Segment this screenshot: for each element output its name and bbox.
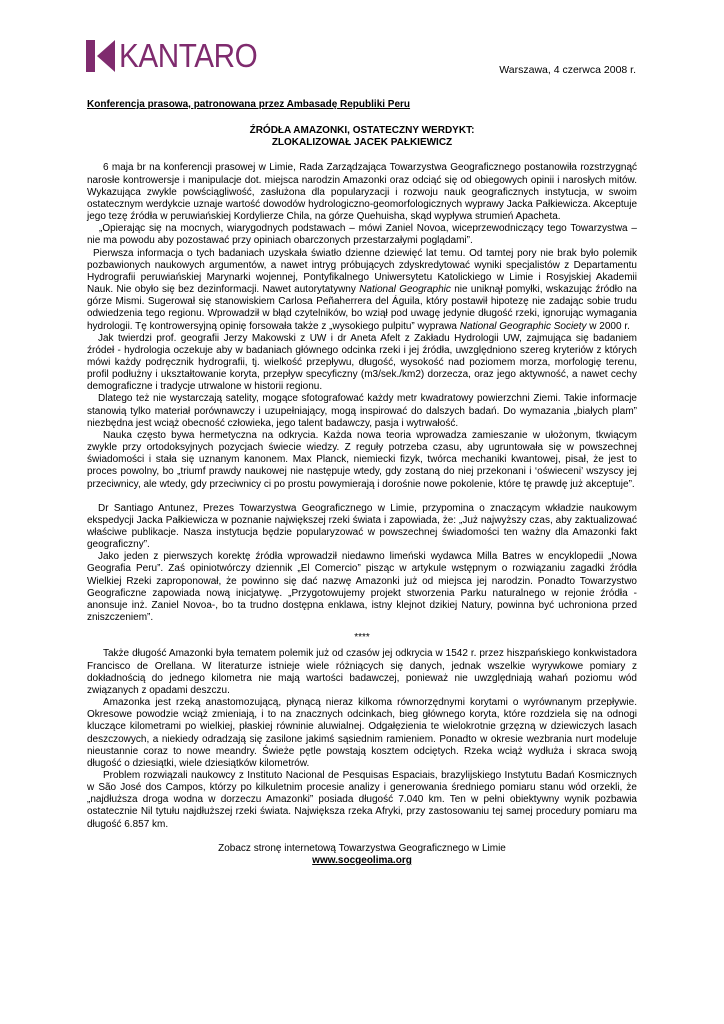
spacer bbox=[87, 491, 637, 503]
kantaro-k-mark-icon bbox=[86, 40, 116, 72]
paragraph-2: „Opierając się na mocnych, wiarygodnych podstawach – mówi Zaniel Novoa, wiceprzewodniczący tego Towarzystwa – nie ma powodu aby pozostawać przy opiniach obarczonych przestarzałymi poglądami”. bbox=[87, 223, 637, 247]
paragraph-7: Dr Santiago Antunez, Prezes Towarzystwa Geograficznego w Limie, przypomina o znaczącym wkładzie naukowym ekspedycji Jacka Pałkiewicza w poznanie największej rzeki świata i zapowiada, że: „Już najwyższy czas, aby zaktualizować właściwe publikacje. Nasza instytucja będzie popularyzować w powszechnej świadomości ten ważny dla Amazonki fakt geograficzny”. bbox=[87, 502, 637, 551]
paragraph-3-text-a: Pierwsza informacja o tych badaniach uzyskała światło dzienne dziewięć lat temu. Od tamtej pory nie brak było polemik pozbawionych naukowych argumentów, a nawet intryg próbujących zdyskredytować wyniki specjalistów z Departamentu Hydrografii peruwiańskiej Marynarki wojennej, Pontyfikalnego Uniwersytetu Katolickiego w Limie i Rosyjskiej Akademii Nauk. Nie obyło się bez dezinformacji. Nawet autorytatywny bbox=[87, 247, 637, 296]
paragraph-6: Nauka często bywa hermetyczna na odkrycia. Każda nowa teoria wprowadza zamieszanie w ułożonym, tkwiącym zwykle przy ortodoksyjnych pozycjach świecie wiedzy. Z reguły potrzeba czasu, aby ugruntowała się w powszechnej świadomości i stała się uznanym kanonem. Max Planck, niemiecki fizyk, twórca mechaniki kwantowej, pisał, że jest to proces powolny, bo „triumf prawdy naukowej nie następuje wtedy, gdy zostaną do niej przekonani i ‘oświeceni’ wszyscy jej przeciwnicy, ale wtedy, gdy przeciwnicy ci po prostu powymierają i dorośnie nowe pokolenie, które tę prawdę już akceptuje”. bbox=[87, 429, 637, 490]
paragraph-4: Jak twierdzi prof. geografii Jerzy Makowski z UW i dr Aneta Afelt z Zakładu Hydrologii UW, zajmująca się badaniem źródeł - hydrologia oczekuje aby w badaniach głównego odcinka rzeki i jej źródła, uwzględniono szereg kryteriów z których mówi każdy podręcznik hydrografii, tj. wielkość przepływu, długość, wysokość nad poziomem morza, morfologię terenu, profil podłużny i ukształtowanie koryta, przepływ specyficzny (m3/sek./km2) dorzecza, oraz jego aktywność, a nawet cechy demograficzne i tradycje utrwalone w historii regionu. bbox=[87, 332, 637, 393]
footer-text: Zobacz stronę internetową Towarzystwa Geograficznego w Limie bbox=[218, 842, 506, 854]
document-subtitle: Konferencja prasowa, patronowana przez Ambasadę Republiki Peru bbox=[87, 99, 411, 110]
paragraph-10: Amazonka jest rzeką anastomozującą, płynącą nieraz kilkoma równorzędnymi korytami o wyrównanym przepływie. Okresowe powodzie wciąż zmieniają, i to na znacznych odcinkach, bieg głównego koryta, które rozdziela się na odnogi kluczące kilometrami po wielkiej, płaskiej równinie aluwialnej. Odgałęzienia te wielokrotnie grzęzną w dziewiczych lasach deszczowych, a niekiedy odradzają się zasilone jakimś sąsiednim ramieniem. Ponadto w okresie wezbrania nurt modeluje nieustannie coraz to nowe meandry. Świeże pętle powstają kosztem odciętych. Rzeka wciąż wydłuża i skraca swoją długość o dziesiątki, wiele dziesiątków kilometrów. bbox=[87, 697, 637, 769]
paragraph-1: 6 maja br na konferencji prasowej w Limie, Rada Zarządzająca Towarzystwa Geograficznego postanowiła rozstrzygnąć narosłe kontrowersje i manipulacje dot. miejsca narodzin Amazonki oraz odciąć się od obiegowych opinii i narosłych mitów. Wykazująca zwykle powściągliwość, zasłużona dla popularyzacji i rozwoju nauk geograficznych instytucja, w swoim ostatecznym werdykcie uznaje wartość dowodów hydrologiczno-geomorfologicznych wyprawy Jacka Pałkiewicza. Akceptuje jego tezę źródła w peruwiańskiej Kordylierze Chila, na górze Quehuisha, skąd wypływa strumień Apacheta. bbox=[87, 162, 637, 223]
document-title bbox=[87, 125, 637, 149]
paragraph-11: Problem rozwiązali naukowcy z Instituto Nacional de Pesquisas Espaciais, brazylijskiego Instytutu Badań Kosmicznych w São José dos Campos, którzy po kilkuletnim procesie analizy i generowania średniego pomiaru stanu wód orzekli, że „najdłuższa droga wodna w dorzeczu Amazonki” posiada długość 7.040 km. Ten w pełni obiektywny wynik pozbawia ostatecznie Nil tytułu najdłuższej rzeki świata. Największa rzeka Afryki, przy zastosowaniu tej samej procedury pomiaru ma długość 6.857 km. bbox=[87, 769, 637, 830]
logo-text: KANTARO bbox=[119, 37, 258, 74]
footer-link[interactable]: www.socgeolima.org bbox=[312, 854, 412, 866]
paragraph-8: Jako jeden z pierwszych korektę źródła wprowadził niedawno limeński wydawca Milla Batres w encyklopedii „Nowa Geografia Peru”. Zaś opiniotwórczy dziennik „El Comercio” pisząc w artykule wstępnym o rozwiązaniu zagadki źródła Wielkiej Rzeki zaproponował, że powinno się dać nazwę Amazonki już od miejsca jej narodzin. Ponadto Towarzystwo Geograficzne zapowiada nową inicjatywę. „Przygotowujemy projekt stworzenia Parku naturalnego w rejonie źródła - anonsuje inż. Zaniel Novoa-, bo ta trudno dostępna enklawa, istny klejnot dzikiej Natury, powinna być uchroniona przed zniszczeniem”. bbox=[87, 551, 637, 624]
document-date: Warszawa, 4 czerwca 2008 r. bbox=[499, 64, 636, 76]
section-separator: **** bbox=[354, 632, 370, 644]
paragraph-5: Dlatego też nie wystarczają satelity, mogące sfotografować każdy metr kwadratowy powierzchni Ziemi. Takie informacje stanowią tylko materiał porównawczy i uzupełniający, mogą inspirować do dalszych badań. Do wymazania „białych plam” niezbędna jest wciąż obecność człowieka, jego talent badawczy, pasja i wytrwałość. bbox=[87, 393, 637, 429]
paragraph-3-italic-ng: National Geographic bbox=[359, 284, 451, 296]
paragraph-3-italic-ngs: National Geographic Society bbox=[459, 320, 587, 332]
kantaro-logo bbox=[86, 37, 273, 74]
title-line-2: ZLOKALIZOWAŁ JACEK PAŁKIEWICZ bbox=[271, 137, 453, 149]
paragraph-3-text-e: w 2000 r. bbox=[586, 320, 630, 332]
title-line-1: ŹRÓDŁA AMAZONKI, OSTATECZNY WERDYKT: bbox=[249, 125, 475, 137]
paragraph-9: Także długość Amazonki była tematem polemik już od czasów jej odkrycia w 1542 r. przez hiszpańskiego konkwistadora Francisco de Orellana. W literaturze istnieje wiele różniących się danych, jednak wszelkie wyrywkowe pomiary z dokładnością do jednego kilometra nie mają wartości badawczej, ponieważ nie uwzględniają wahań poziomu wód związanych z opadami deszczu. bbox=[87, 648, 637, 696]
paragraph-3-text-c: nie uniknął pomyłki, wskazując źródło na górze Mismi. Sugerował się stanowiskiem Carlosa Peñaherrera del Águila, który postawił hipotezę nie zadając sobie trudu odwiedzenia tego regionu. Wprowadził w błąd czytelników, bo wziął pod uwagę jedynie długość rzeki, ignorując wymagania hydrologii. Tę kontrowersyjną opinię forsowała także z „wysokiego pulpitu” wyprawa bbox=[87, 284, 637, 332]
paragraph-3 bbox=[87, 248, 637, 333]
document-body bbox=[87, 99, 637, 867]
